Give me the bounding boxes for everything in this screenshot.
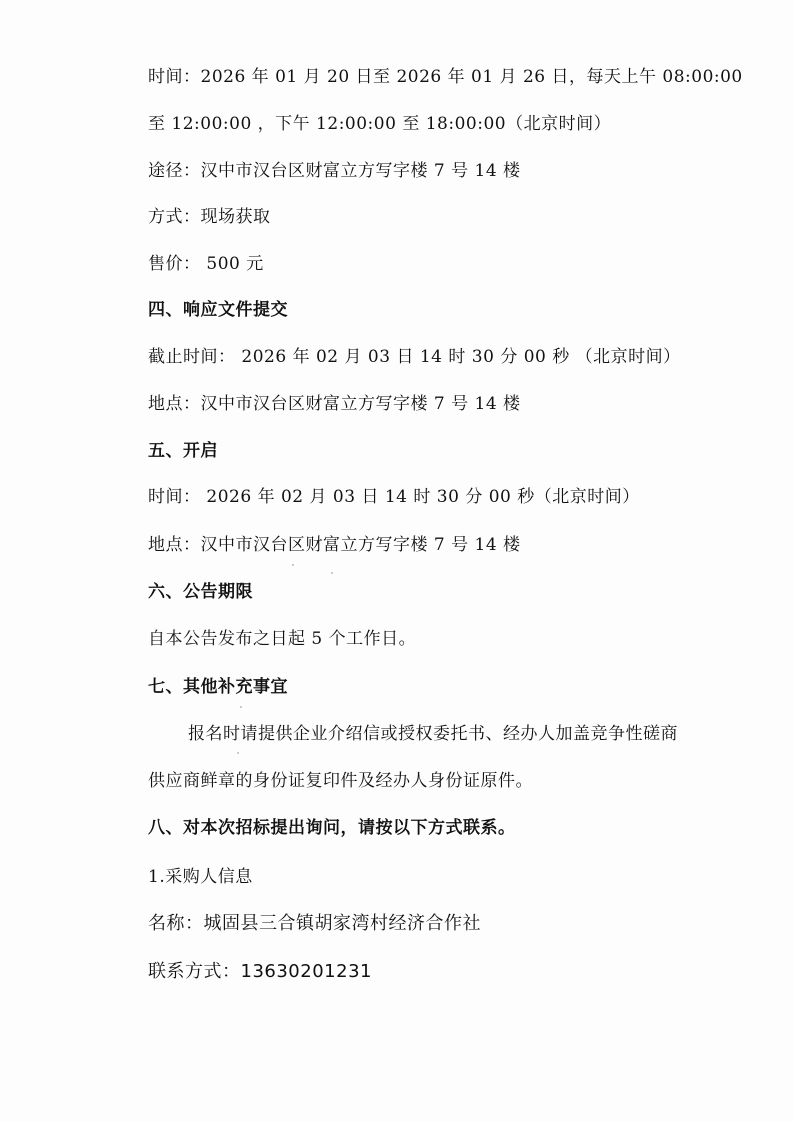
section-6-heading: 六、公告期限 — [148, 582, 253, 602]
notice-period-text: 自本公告发布之日起 5 个工作日。 — [148, 629, 417, 649]
section-8-heading: 八、对本次招标提出询问，请按以下方式联系。 — [148, 818, 516, 838]
sale-method: 方式：现场获取 — [148, 207, 271, 227]
purchaser-name: 名称：城固县三合镇胡家湾村经济合作社 — [148, 913, 481, 934]
supplement-text-line-2: 供应商鲜章的身份证复印件及经办人身份证原件。 — [148, 771, 533, 791]
scan-speck — [240, 706, 242, 708]
submission-deadline: 截止时间： 2026 年 02 月 03 日 14 时 30 分 00 秒 （北京时间） — [148, 347, 681, 367]
sale-time-line-2: 至 12:00:00 ，下午 12:00:00 至 18:00:00（北京时间） — [148, 114, 612, 134]
opening-time: 时间： 2026 年 02 月 03 日 14 时 30 分 00 秒（北京时间） — [148, 487, 640, 507]
purchaser-info-heading: 1.采购人信息 — [148, 867, 253, 887]
purchaser-contact: 联系方式：13630201231 — [148, 961, 372, 982]
scan-speck — [292, 564, 294, 566]
section-4-heading: 四、响应文件提交 — [148, 300, 288, 320]
opening-location: 地点：汉中市汉台区财富立方写字楼 7 号 14 楼 — [148, 535, 521, 555]
sale-route: 途径：汉中市汉台区财富立方写字楼 7 号 14 楼 — [148, 161, 521, 181]
submission-location: 地点：汉中市汉台区财富立方写字楼 7 号 14 楼 — [148, 394, 521, 414]
sale-time-line-1: 时间：2026 年 01 月 20 日至 2026 年 01 月 26 日，每天上午 08:00:00 — [148, 67, 743, 87]
section-7-heading: 七、其他补充事宜 — [148, 677, 288, 697]
scan-speck — [331, 572, 333, 574]
section-5-heading: 五、开启 — [148, 441, 218, 461]
scan-speck — [237, 752, 239, 754]
sale-price: 售价： 500 元 — [148, 254, 264, 274]
supplement-text-line-1: 报名时请提供企业介绍信或授权委托书、经办人加盖竞争性磋商 — [188, 724, 678, 744]
